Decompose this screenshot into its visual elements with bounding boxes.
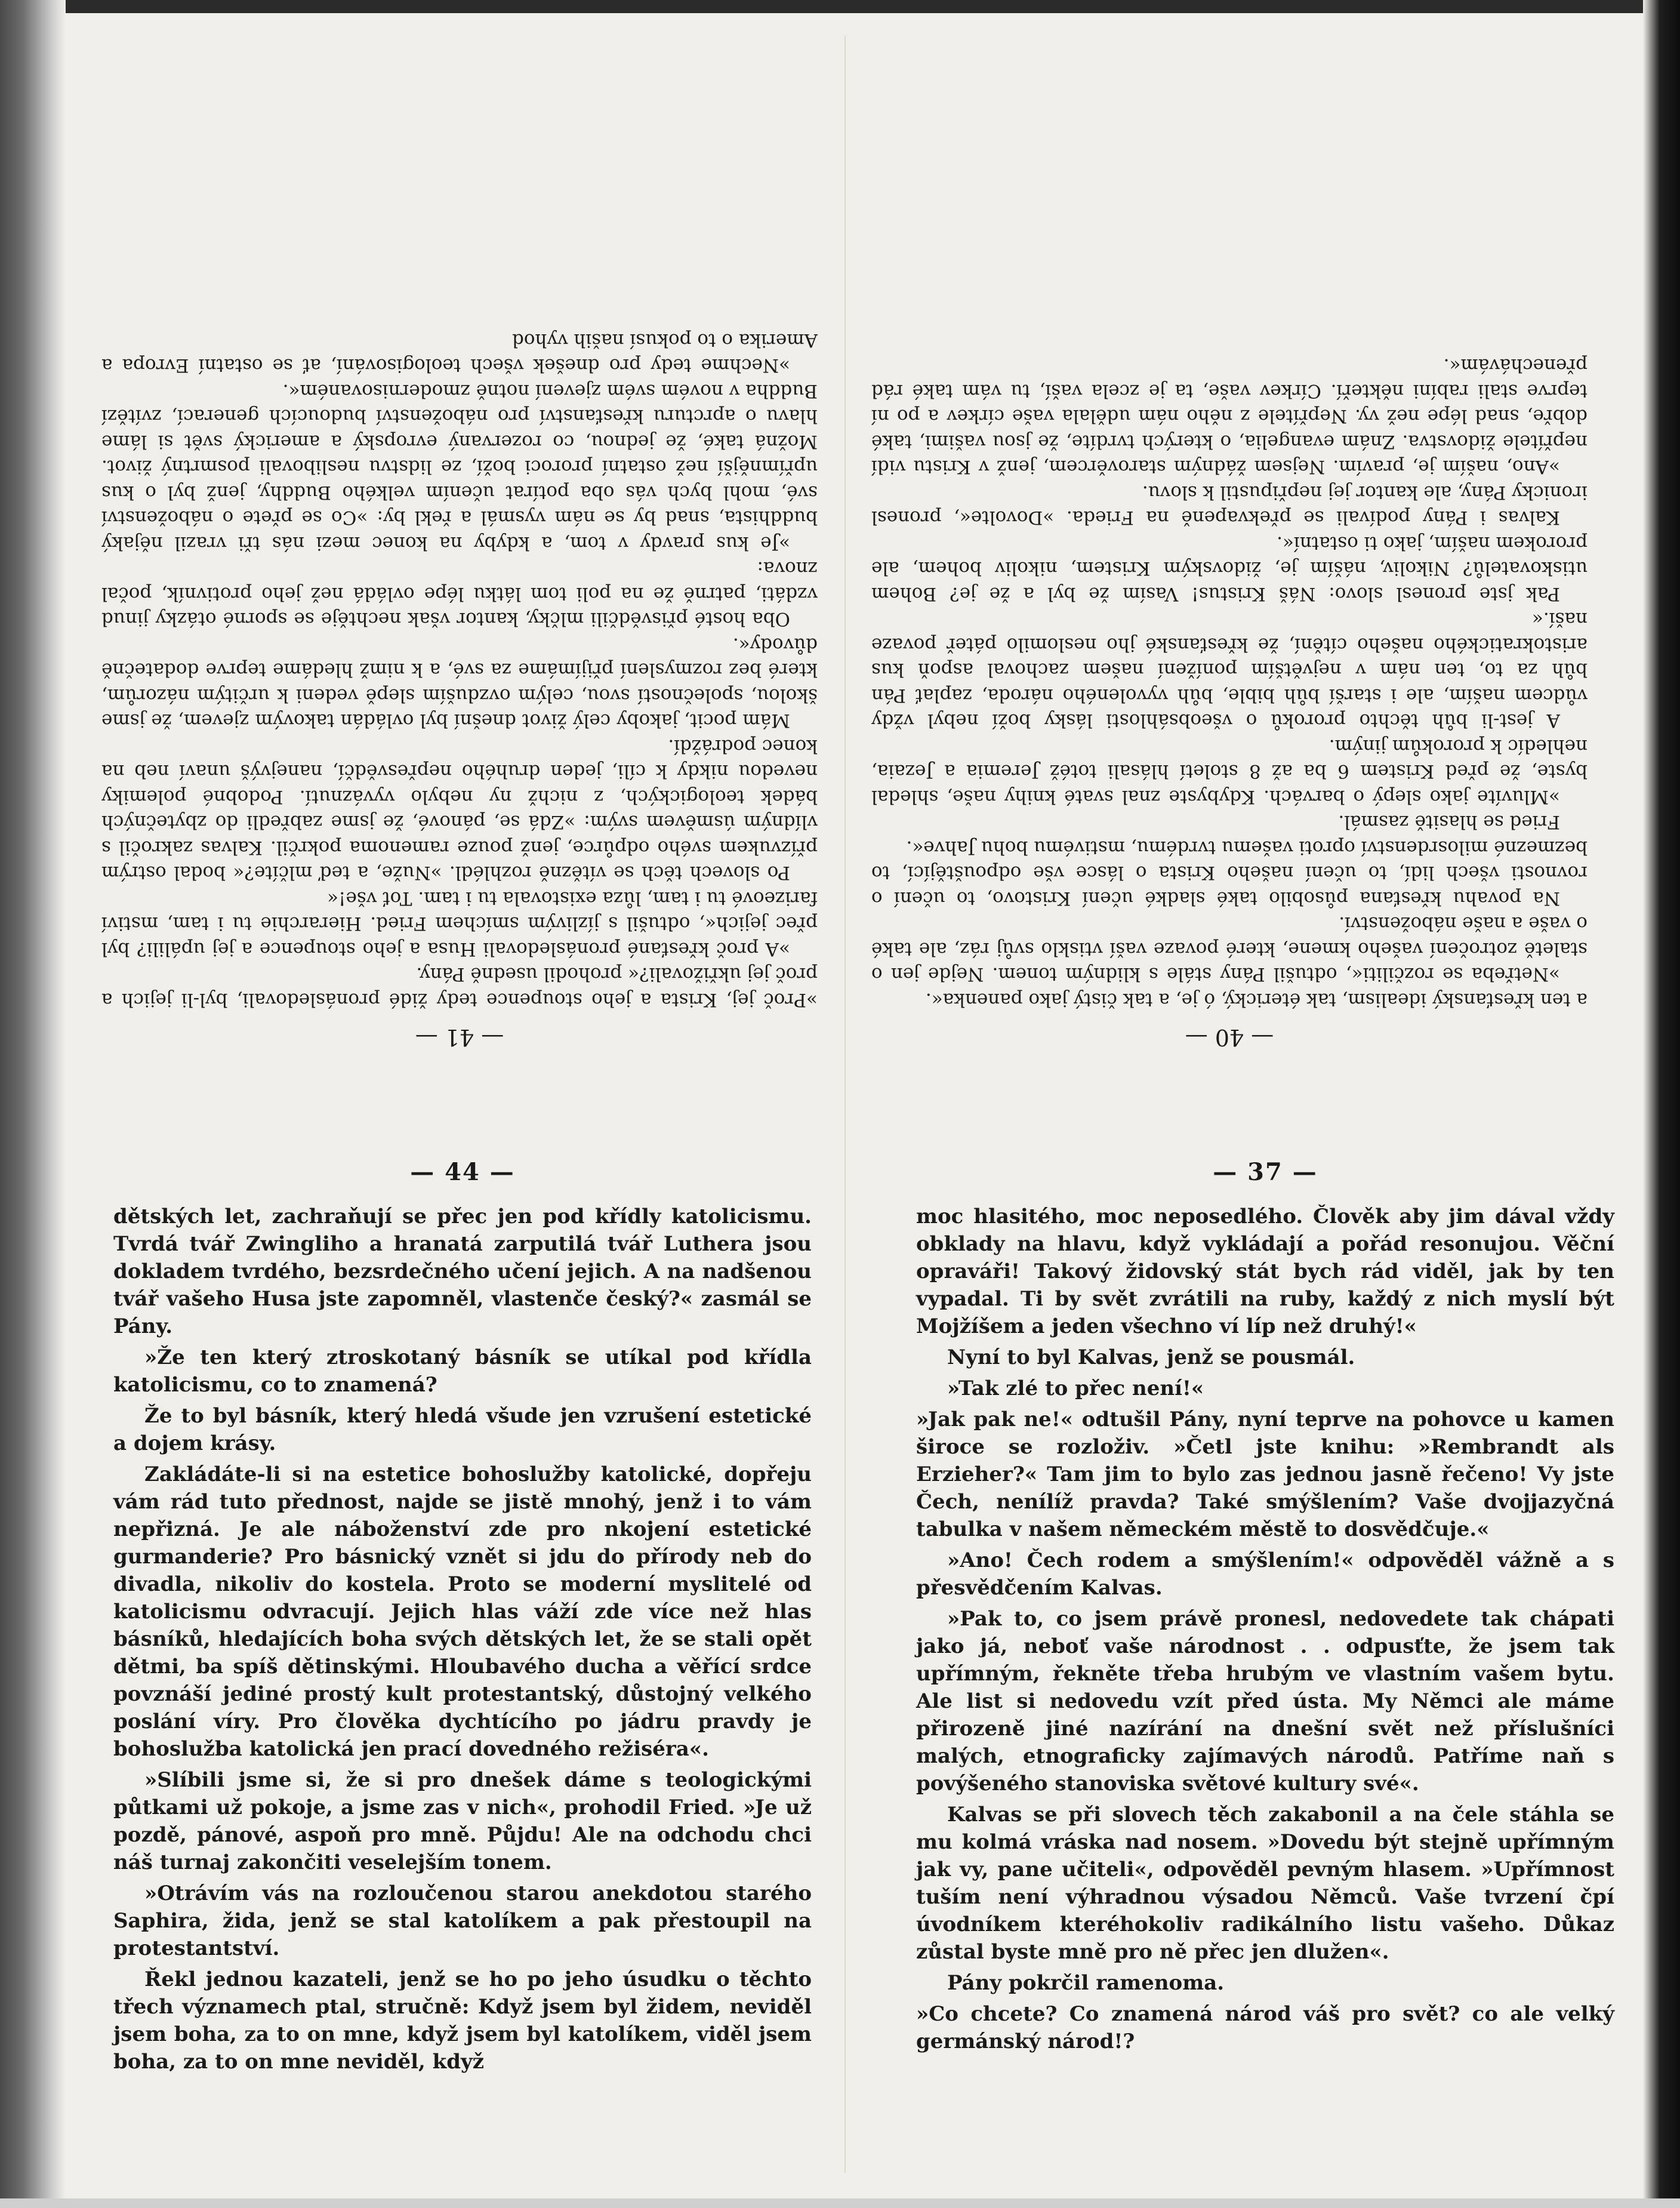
upside-down-page-40 xyxy=(871,36,1587,1051)
paragraph: dětských let, zachraňují se přec jen pod křídly katolicismu. Tvrdá tvář Zwingliho a hranatá zarputilá tvář Luthera jsou dokladem tvrdého, bezsrdečného učení jejich. A na nadšenou tvář vašeho Husa jste zapomněl, vlastenče český?« zasmál se Pány. xyxy=(113,1205,812,1338)
paragraph: »Proč jej, Krista a jeho stoupence tedy židé pronásledovali, byl-li jejich a proč jej ukřižovali?« prohodil usedně Pány. xyxy=(101,963,818,1011)
paragraph: Řekl jednou kazateli, jenž se ho po jeho úsudku o těchto třech významech ptal, stručně: Když jsem byl židem, neviděl jsem boha, za to on mne, když jsem byl katolíkem, viděl jsem boha, za to on mne neviděl, když xyxy=(113,1967,812,2074)
paragraph: Po slovech těch se vítězně rozhlédl. »Nuže, a teď mlčíte?« bodal ostrým přízvukem svého odpůrce, jenž pouze ramenoma pokrčil. Kalvas zakročil s vlídným úsměvem svým: »Zdá se, pánové, že jsme zabředli do zbytečných bádek teologických, z nichž ny nebylo vyváznutí. Podobné polemiky nevedou nikdy k cíli, jeden druhého nepřesvědčí, nanejvýš unaví neb na konec podráždí. xyxy=(101,735,818,884)
scan-left-border xyxy=(0,0,66,2208)
paragraph: Kalvas i Pány podívali se překvapeně na Frieda. »Dovolte«, pronesl ironicky Pány, ale kantor jej nepřipustil k slovu. xyxy=(871,482,1587,529)
page-37 xyxy=(916,1158,1614,2059)
paragraph: moc hlasitého, moc neposedlého. Člověk aby jim dával vždy obklady na hlavu, když vykládají a pořád resonujou. Věční opraváři! Takový židovský stát bych rád viděl, jak by ten vypadal. Ti by svět zvrátili na ruby, každý z nich myslí být Mojžíšem a jeden všechno ví líp než druhý!« xyxy=(916,1205,1614,1338)
paragraph: a ten křesťanský idealism, tak éterický, ó je, a tak čistý jako panenka«. xyxy=(925,989,1587,1011)
paragraph: »Je kus pravdy v tom, a kdyby na konec mezi nás tři vrazil nějaký buddhista, snad by se nám vysmál a řekl by: »Co se přete o náboženství své, mohl bych vás oba potírat učením velkého Buddhy, jenž byl o kus upřímnější než ostatní proroci boží, ze lidstvu neslibovali posmrtný život. Možná také, že jednou, co rozervaný evropský a americký svět si láme hlavu o aprcturu křesťanství pro náboženství budoucích generací, zvítězí Buddha v novém svém zjevení notně zmodernisovaném«. xyxy=(101,380,818,554)
page-gutter xyxy=(844,36,846,2173)
paragraph: Pak jste pronesl slovo: Náš Kristus! Vasím že byl a že je? Bohem utiskovatelů? Nikoliv, náším je, židovským Kristem, nikoliv bohem, ale prorokem naším, jako ti ostatní«. xyxy=(871,532,1587,605)
page-44 xyxy=(113,1158,812,2079)
page-number: — 40 — xyxy=(1185,1024,1274,1051)
paragraph: Na povahu křesťana působilo také sladké učení Kristovo, to učení o rovnosti všech lidí, to učení našeho Krista o lásce vše odpouštějící, to bezmezné milosrdenství oproti vašemu tvrdému, mstivému bohu Jahve«. xyxy=(871,837,1587,909)
scan-right-border xyxy=(1643,0,1680,2208)
paragraph: A jest-li bůh těchto proroků o všeobsáhlosti lásky boží nebyl vždy vůdcem naším, ale i starší bůh bible, bůh vyvoleného národa, zaplať Pán bůh za to, ten nám v největším ponížení našem zachoval aspoň kus aristokratického našeho cítění, že křesťanské jho neslomilo páteř povaze naší.« xyxy=(871,608,1587,732)
paragraph: Zakládáte-li si na estetice bohoslužby katolické, dopřeju vám rád tuto přednost, najde se jistě mnohý, jenž i to vám nepřizná. Je ale náboženství zde pro nkojení estetické gurmanderie? Pro básnický vznět si jdu do přírody neb do divadla, nikoliv do kostela. Proto se moderní myslitelé od katolicismu odvracují. Jejich hlas váží zde více než hlas básníků, hledajících boha svých dětských let, že se stali opět dětmi, ba spíš dětinskými. Hloubavého ducha a věřící srdce povznáší jediné prostý kult protestantský, důstojný velkého poslání víry. Pro člověka dychtícího po jádru pravdy je bohoslužba katolická jen prací dovedného režiséra«. xyxy=(113,1462,812,1761)
paragraph: »Že ten který ztroskotaný básník se utíkal pod křídla katolicismu, co to znamená? xyxy=(113,1345,812,1397)
page-number: — 44 — xyxy=(410,1158,515,1186)
page-number: — 37 — xyxy=(1213,1158,1318,1186)
page-number: — 41 — xyxy=(415,1024,504,1051)
paragraph: Oba hosté přisvědčili mlčky, kantor však nechtěje se sporné otázky jinud vzdáti, patrně že na poli tom látku lépe ovládá než jeho protivník, počal znova: xyxy=(101,558,818,630)
paragraph: »Nechme tedy pro dnešek všech teologisování, ať se ostatní Evropa a Amerika o to pokusí naših vyhod xyxy=(101,329,818,377)
paragraph: Fried se hlasitě zasmál. xyxy=(1338,811,1560,833)
paragraph: »Jak pak ne!« odtušil Pány, nyní teprve na pohovce u kamen široce se rozloživ. »Četl jste knihu: »Rembrandt als Erzieher?« Tam jim to bylo zas jednou jasně řečeno! Vy jste Čech, nenílíž pravda? Také smýšlením? Vaše dvojjazyčná tabulka v našem německém městě to dosvědčuje.« xyxy=(916,1408,1614,1541)
paragraph: »Otrávím vás na rozloučenou starou anekdotou starého Saphira, žida, jenž se stal katolíkem a pak přestoupil na protestantství. xyxy=(113,1881,812,1960)
paragraph: »Pak to, co jsem právě pronesl, nedovedete tak chápati jako já, neboť vaše národnost . . odpusťte, že jsem tak upřímným, řekněte třeba hrubým ve vlastním vašem bytu. Ale list si nedovedu vzít před ústa. My Němci ale máme přirozeně jiné nazírání na dnešní svět než příslušníci malých, etnograficky zajímavých národů. Patříme naň s povýšeného stanoviska světové kultury své«. xyxy=(916,1607,1614,1796)
paragraph: »Mluvíte jako slepý o barvách. Kdybyste znal svaté knihy naše, shledal byste, že před Kristem 6 ba až 8 století hlásali totéž Jeremia a Jezaia, nehledíc k prorokům jiným. xyxy=(871,735,1587,808)
paragraph: »Co chcete? Co znamená národ váš pro svět? co ale velký germánský národ!? xyxy=(916,2002,1614,2053)
paragraph: »Slíbili jsme si, že si pro dnešek dáme s teologickými půtkami už pokoje, a jsme zas v nich«, prohodil Fried. »Je už pozdě, pánové, aspoň pro mně. Půjdu! Ale na odchodu chci náš turnaj zakončiti veselejším tonem. xyxy=(113,1768,812,1874)
paragraph: »Netřeba se rozčiliti«, odtušil Pány stále s klidným tonem. Nejde jen o staletě zotročení vašeho kmene, které povaze vaší vtisklo svůj ráz, ale také o vaše a naše náboženství. xyxy=(871,913,1587,986)
upside-down-page-41 xyxy=(101,36,818,1051)
paragraph: »Ano, naším je, pravím. Nejsem žádným starověrcem, jenž v Kristu vidí nepřítele židovstva. Znám evangelia, o kterých tvrdíte, že jsou vašimi, také dobře, snad lépe než vy. Nepřítele z něho nám udělala vaše církev a po ní teprve stali rabíni někteří. Církev vaše, ta je zcela vaší, tu vám také rád přenechávám«. xyxy=(871,355,1587,478)
paragraph: »Ano! Čech rodem a smýšlením!« odpověděl vážně a s přesvědčením Kalvas. xyxy=(916,1548,1614,1600)
paragraph: »Tak zlé to přec není!« xyxy=(947,1376,1204,1400)
paragraph: Mám pocit, jakoby celý život dnešní byl ovládán takovým zjevem, že jsme školou, společností svou, celým ovzduším slepě vedeni k určitým názorům, které bez rozmyslení přijímáme za své, a k nimž hledáme teprve dodatečně důvody«. xyxy=(101,634,818,732)
paragraph: Že to byl básník, který hledá všude jen vzrušení estetické a dojem krásy. xyxy=(113,1404,812,1455)
scan-top-border xyxy=(0,0,1680,13)
scan-bottom-border xyxy=(0,2198,1680,2208)
paragraph: Nyní to byl Kalvas, jenž se pousmál. xyxy=(947,1345,1355,1369)
paragraph: »A proč křesťané pronásledovali Husa a jeho stoupence a jej upálili? byl přec jejich«, odtušil s jízlivým smíchem Fried. Hierarchie tu i tam, mstiví farizeové tu i tam, lůza existovala tu i tam. Toť vše!« xyxy=(101,888,818,960)
paragraph: Pány pokrčil ramenoma. xyxy=(947,1971,1225,1995)
paragraph: Kalvas se při slovech těch zakabonil a na čele stáhla se mu kolmá vráska nad nosem. »Dovedu být stejně upřímným jak vy, pane učiteli«, odpověděl pevným hlasem. »Upřímnost tuším není výhradnou výsadou Němců. Vaše tvrzení čpí úvodníkem kteréhokoliv radikálního listu vašeho. Důkaz zůstal byste mně pro ně přec jen dlužen«. xyxy=(916,1803,1614,1964)
